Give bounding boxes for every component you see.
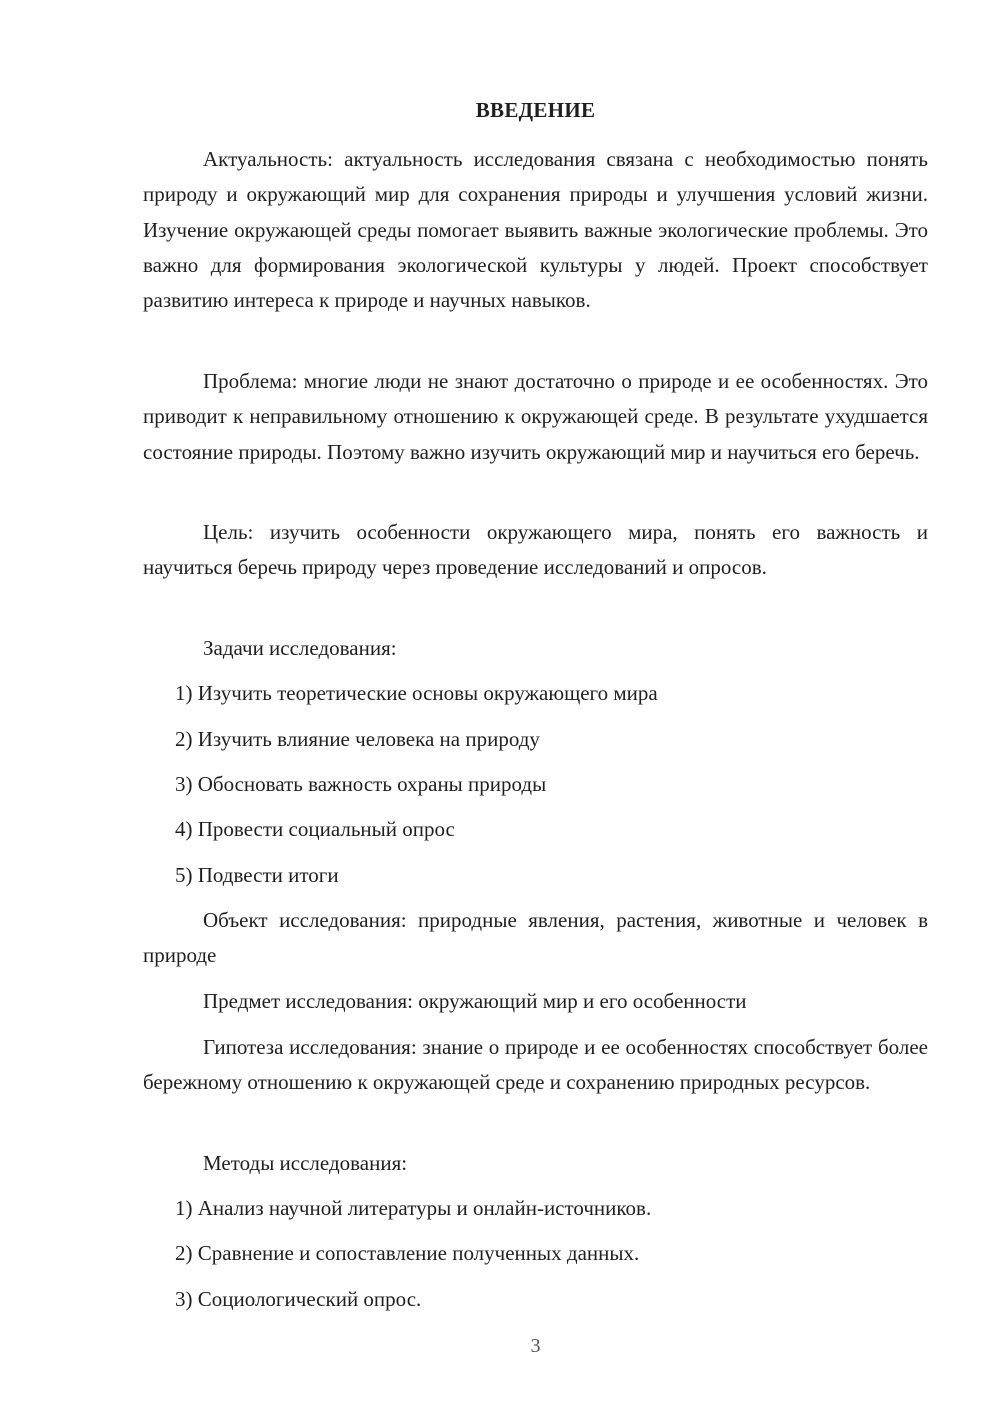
problem-paragraph: Проблема: многие люди не знают достаточно о природе и ее особенностях. Это приводит к неправильному отношению к окружающей среде. В результате ухудшается состояние природы. Поэтому важно изучить окружающий мир и научиться его беречь. <box>143 369 928 464</box>
relevance-paragraph: Актуальность: актуальность исследования связана с необходимостью понять природу и окружающий мир для сохранения природы и улучшения условий жизни. Изучение окружающей среды помогает выявить важные экологические проблемы. Это важно для формирования экологической культуры у людей. Проект способствует развитию интереса к природе и научных навыков. <box>143 147 928 313</box>
methods-heading: Методы исследования: <box>203 1151 408 1175</box>
tasks-heading: Задачи исследования: <box>203 636 397 660</box>
subject-paragraph: Предмет исследования: окружающий мир и его особенности <box>203 989 747 1013</box>
hypothesis-paragraph: Гипотеза исследования: знание о природе и ее особенностях способствует более бережному отношению к окружающей среде и сохранению природных ресурсов. <box>143 1035 928 1095</box>
task-item: 2) Изучить влияние человека на природу <box>175 727 540 751</box>
method-item: 2) Сравнение и сопоставление полученных данных. <box>175 1241 640 1265</box>
goal-paragraph: Цель: изучить особенности окружающего мира, понять его важность и научиться беречь природу через проведение исследований и опросов. <box>143 520 928 580</box>
task-item: 1) Изучить теоретические основы окружающего мира <box>175 681 658 705</box>
object-paragraph: Объект исследования: природные явления, растения, животные и человек в природе <box>143 908 928 968</box>
method-item: 3) Социологический опрос. <box>175 1287 422 1311</box>
task-item: 4) Провести социальный опрос <box>175 817 455 841</box>
page-number: 3 <box>530 1335 541 1357</box>
task-item: 3) Обосновать важность охраны природы <box>175 772 547 796</box>
page-title: ВВЕДЕНИЕ <box>475 98 596 122</box>
method-item: 1) Анализ научной литературы и онлайн-источников. <box>175 1196 652 1220</box>
task-item: 5) Подвести итоги <box>175 863 339 887</box>
